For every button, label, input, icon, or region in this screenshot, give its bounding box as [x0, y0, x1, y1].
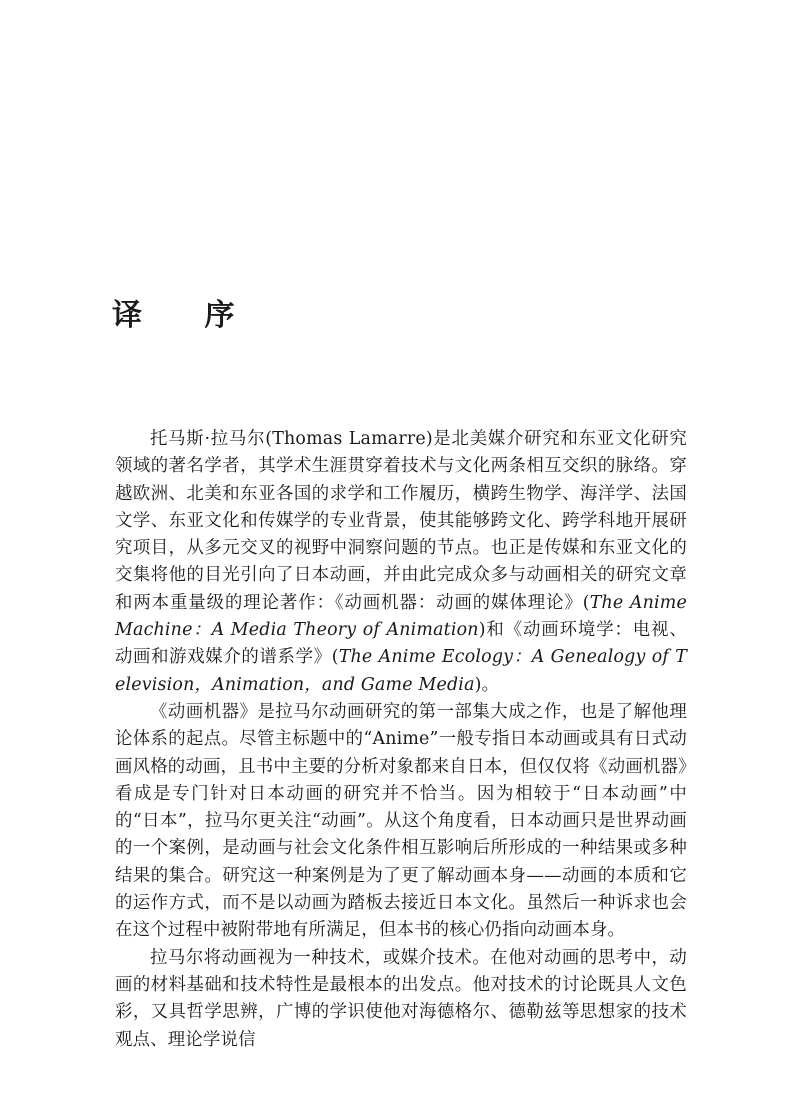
- paragraph-3: 拉马尔将动画视为一种技术，或媒介技术。在他对动画的思考中，动画的材料基础和技术特性是最根本的出发点。他对技术的讨论既具人文色彩，又具哲学思辨，广博的学识使他对海德格尔、德勒兹等思想家的技术观点、理论学说信: [115, 947, 687, 1050]
- paragraph-1-book-title-2: The Anime Ecology：A Genealogy of Television，Animation，and Game Media: [115, 647, 687, 695]
- body-text: [115, 426, 687, 1054]
- paragraph-2: 《动画机器》是拉马尔动画研究的第一部集大成之作，也是了解他理论体系的起点。尽管主标题中的“Anime”一般专指日本动画或具有日式动画风格的动画，且书中主要的分析对象都来自日本，但仅仅将《动画机器》看成是专门针对日本动画的研究并不恰当。因为相较于“日本动画”中的“日本”，拉马尔更关注“动画”。从这个角度看，日本动画只是世界动画的一个案例，是动画与社会文化条件相互影响后所形成的一种结果或多种结果的集合。研究这一种案例是为了更了解动画本身——动画的本质和它的运作方式，而不是以动画为踏板去接近日本文化。虽然后一种诉求也会在这个过程中被附带地有所满足，但本书的核心仍指向动画本身。: [115, 701, 687, 941]
- paragraph-1: [115, 426, 687, 699]
- chapter-title: 译 序: [112, 298, 261, 333]
- paragraph-1-text-a: 托马斯·拉马尔(Thomas Lamarre)是北美媒介研究和东亚文化研究领域的著名学者，其学术生涯贯穿着技术与文化两条相互交织的脉络。穿越欧洲、北美和东亚各国的求学和工作履历，横跨生物学、海洋学、法国文学、东亚文化和传媒学的专业背景，使其能够跨文化、跨学科地开展研究项目，从多元交叉的视野中洞察问题的节点。也正是传媒和东亚文化的交集将他的目光引向了日本动画，并由此完成众多与动画相关的研究文章和两本重量级的理论著作：《动画机器：动画的媒体理论》(: [115, 429, 687, 613]
- paragraph-1-text-c: )。: [474, 674, 500, 695]
- paragraph-1-text-b: )和《动画环境学：电视、动画和游戏媒介的谱系学》(: [115, 620, 688, 668]
- paragraph-1-book-title-1: The Anime Machine：A Media Theory of Animation: [115, 592, 687, 641]
